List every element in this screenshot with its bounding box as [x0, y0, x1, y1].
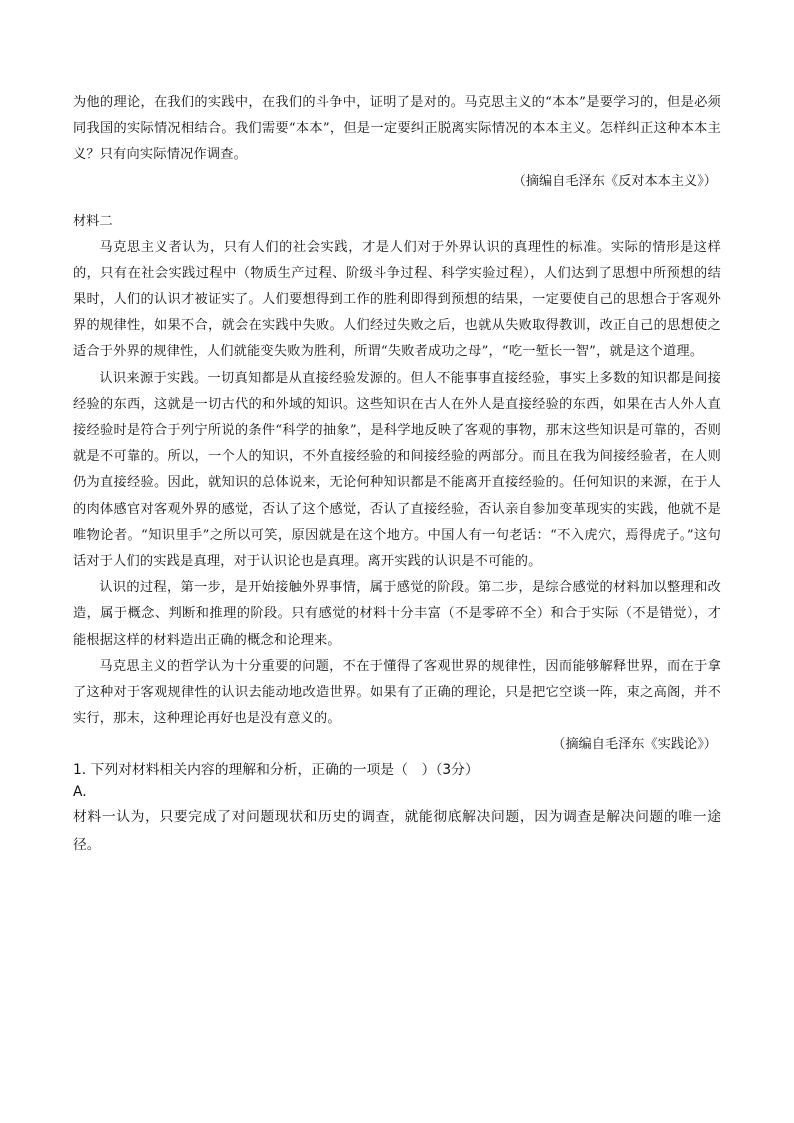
- option-a-label: A.: [73, 784, 87, 801]
- material-two-paragraph-1: 马克思主义者认为，只有人们的社会实践，才是人们对于外界认识的真理性的标准。实际的情形是这样的，只有在社会实践过程中（物质生产过程、阶级斗争过程、科学实验过程），人们达到了思想中所预想的结果时，人们的认识才被证实了。人们要想得到工作的胜利即得到预想的结果，一定要使自己的思想合于客观外界的规律性，如果不合，就会在实践中失败。人们经过失败之后，也就从失败取得教训，改正自己的思想使之适合于外界的规律性，人们就能变失败为胜利，所谓“失败者成功之母”，“吃一堑长一智”，就是这个道理。: [73, 239, 721, 360]
- material-two-paragraph-4: 马克思主义的哲学认为十分重要的问题，不在于懂得了客观世界的规律性，因而能够解释世界，而在于拿了这种对于客观规律性的认识去能动地改造世界。如果有了正确的理论，只是把它空谈一阵，束之高阁，并不实行，那末，这种理论再好也是没有意义的。: [73, 658, 721, 727]
- material-two-heading: 材料二: [73, 213, 113, 229]
- material-one-paragraph: 为他的理论，在我们的实践中，在我们的斗争中，证明了是对的。马克思主义的“本本”是要学习的，但是必须同我国的实际情况相结合。我们需要“本本”，但是一定要纠正脱离实际情况的本本主义。怎样纠正这种本本主义？只有向实际情况作调查。: [73, 95, 721, 163]
- material-one-source: （摘编自毛泽东《反对本本主义》）: [512, 173, 717, 189]
- document-page: [73, 90, 721, 859]
- material-two-paragraph-3: 认识的过程，第一步，是开始接触外界事情，属于感觉的阶段。第二步，是综合感觉的材料加以整理和改造，属于概念、判断和推理的阶段。只有感觉的材料十分丰富（不是零碎不全）和合于实际（不是错觉），才能根据这样的材料造出正确的概念和论理来。: [73, 580, 721, 648]
- material-two-source: （摘编自毛泽东《实践论》）: [552, 737, 717, 753]
- question-stem: 1. 下列对材料相关内容的理解和分析，正确的一项是（ ）（3分）: [73, 762, 479, 779]
- material-two-paragraph-2: 认识来源于实践。一切真知都是从直接经验发源的。但人不能事事直接经验，事实上多数的知识都是间接经验的东西，这就是一切古代的和外域的知识。这些知识在古人在外人是直接经验的东西，如果在古人外人直接经验时是符合于列宁所说的条件“科学的抽象”，是科学地反映了客观的事物，那末这些知识是可靠的，否则就是不可靠的。所以，一个人的知识，不外直接经验的和间接经验的两部分。而且在我为间接经验者，在人则仍为直接经验。因此，就知识的总体说来，无论何种知识都是不能离开直接经验的。任何知识的来源，在于人的肉体感官对客观外界的感觉，否认了这个感觉，否认了直接经验，否认亲自参加变革现实的实践，他就不是唯物论者。“知识里手”之所以可笑，原因就是在这个地方。中国人有一句老话：“不入虎穴，焉得虎子。”这句话对于人们的实践是真理，对于认识论也是真理。离开实践的认识是不可能的。: [73, 370, 721, 570]
- section-gap: [73, 195, 721, 209]
- option-a-text: 材料一认为，只要完成了对问题现状和历史的调查，就能彻底解决问题，因为调查是解决问题的唯一途径。: [73, 809, 721, 854]
